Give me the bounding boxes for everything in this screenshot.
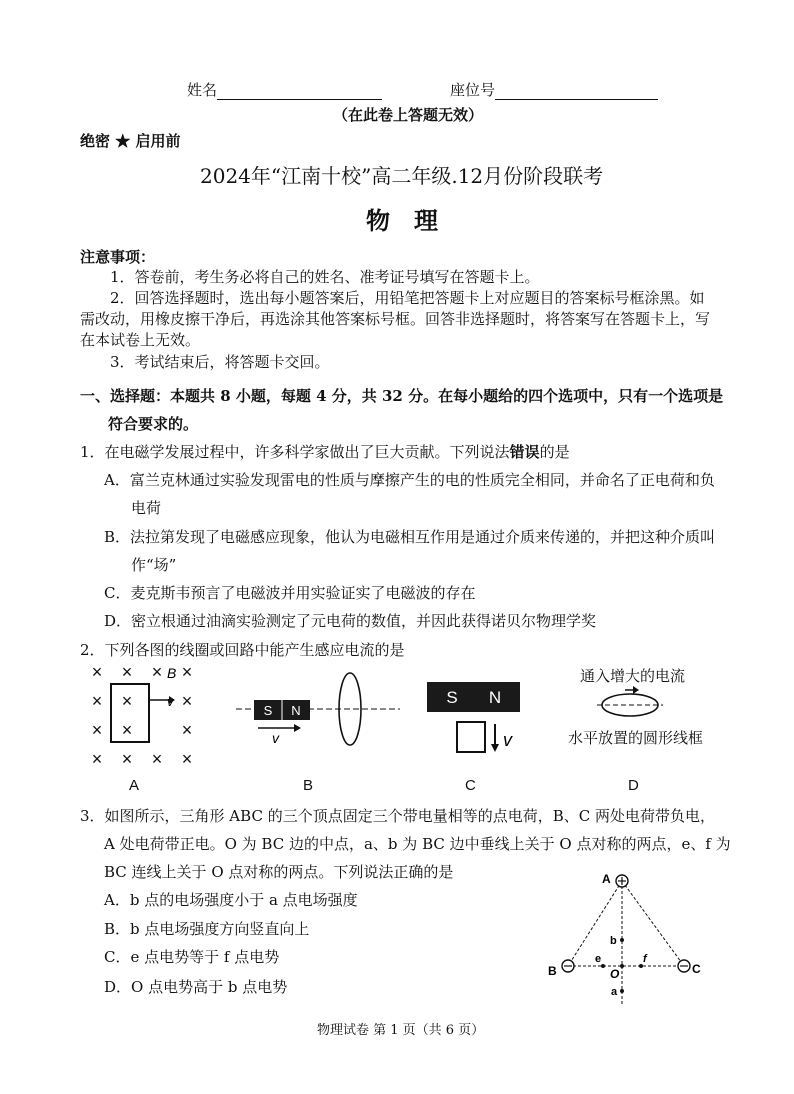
velocity-arrowhead <box>294 724 301 732</box>
subject-title: 物 理 <box>366 206 438 235</box>
seat-blank <box>495 83 658 100</box>
point-o-dot <box>620 964 624 968</box>
point-b-dot <box>620 938 624 942</box>
q1-stem-pre: 1．在电磁学发展过程中，许多科学家做出了巨大贡献。下列说法 <box>80 443 510 461</box>
cross-mark: × <box>181 691 193 711</box>
point-b-label: b <box>610 935 617 947</box>
q2-figure-b <box>232 668 402 758</box>
q1-option-b-line2: 作“场” <box>131 556 177 574</box>
q2-figure-a-label: A <box>129 777 140 794</box>
velocity-label: v <box>503 730 512 750</box>
velocity-label: v <box>167 694 174 709</box>
cross-mark: × <box>151 749 163 769</box>
section1-line1: 一、选择题：本题共 8 小题，每题 4 分，共 32 分。在每小题给的四个选项中，只有一个选项是 <box>80 387 724 405</box>
velocity-arrowhead <box>491 744 499 752</box>
q1-option-d: D．密立根通过油滴实验测定了元电荷的数值，并因此获得诺贝尔物理学奖 <box>104 612 597 630</box>
q3-stem-line3: BC 连线上关于 O 点对称的两点。下列说法正确的是 <box>104 863 454 881</box>
cross-mark: × <box>121 662 133 682</box>
point-o-label: O <box>610 967 620 981</box>
secret-label: 绝密 ★ 启用前 <box>80 132 181 150</box>
square-loop <box>457 722 485 752</box>
section1-line2: 符合要求的。 <box>108 415 199 433</box>
vertex-a-label: A <box>602 872 611 886</box>
q2-figure-d-top-caption: 通入增大的电流 <box>580 667 686 685</box>
q2-figure-d-label: D <box>628 777 639 794</box>
cross-mark: × <box>91 691 103 711</box>
page-footer: 物理试卷 第 1 页（共 6 页） <box>317 1023 485 1038</box>
cross-mark: × <box>91 720 103 740</box>
bar-magnet <box>427 682 520 712</box>
point-e-dot <box>601 964 605 968</box>
notice-item-1: 1．答卷前，考生务必将自己的姓名、准考证号填写在答题卡上。 <box>110 268 540 286</box>
q3-option-d: D．O 点电势高于 b 点电势 <box>104 978 288 996</box>
velocity-label: v <box>272 730 279 746</box>
name-blank <box>217 83 382 100</box>
q2-stem: 2．下列各图的线圈或回路中能产生感应电流的是 <box>80 641 405 659</box>
cross-mark: × <box>91 662 103 682</box>
cross-mark: × <box>121 720 133 740</box>
field-b-label: B <box>167 665 177 681</box>
cross-mark: × <box>121 691 133 711</box>
q1-stem-post: 的是 <box>539 443 570 461</box>
q1-option-a-line2: 电荷 <box>131 499 162 517</box>
q1-option-c: C．麦克斯韦预言了电磁波并用实验证实了电磁波的存在 <box>104 584 476 602</box>
q3-option-b: B．b 点电场强度方向竖直向上 <box>104 920 310 938</box>
seat-label: 座位号 <box>450 81 496 99</box>
point-e-label: e <box>595 953 602 965</box>
q2-figure-c-label: C <box>465 777 476 794</box>
current-arrowhead <box>633 686 639 694</box>
name-field <box>187 80 382 100</box>
vertex-c-label: C <box>692 962 701 976</box>
cross-mark: × <box>121 749 133 769</box>
q2-figure-d-bottom-caption: 水平放置的圆形线框 <box>568 729 704 747</box>
vertex-b-label: B <box>548 964 557 978</box>
name-label: 姓名 <box>187 81 218 99</box>
q1-option-a-line1: A．富兰克林通过实验发现雷电的性质与摩擦产生的电的性质完全相同，并命名了正电荷和负 <box>104 471 715 489</box>
magnet-n-label: N <box>488 688 502 707</box>
q3-stem-line1: 3．如图所示，三角形 ABC 的三个顶点固定三个带电量相等的点电荷，B、C 两处电荷带负电， <box>80 807 715 825</box>
q2-figure-a <box>85 660 205 770</box>
q1-stem <box>80 442 570 462</box>
notice-item-2-line3: 在本试卷上无效。 <box>80 331 201 349</box>
cross-mark: × <box>151 662 163 682</box>
q3-option-a: A．b 点的电场强度小于 a 点电场强度 <box>104 891 358 909</box>
notice-item-3: 3．考试结束后，将答题卡交回。 <box>110 353 330 371</box>
invalid-note: （在此卷上答题无效） <box>333 106 484 124</box>
side-ac <box>622 881 684 966</box>
notice-heading: 注意事项： <box>80 248 156 266</box>
point-f-label: f <box>643 953 647 965</box>
exam-title: 2024年“江南十校”高二年级.12月份阶段联考 <box>200 164 604 188</box>
q3-option-c: C．e 点电势等于 f 点电势 <box>104 948 280 966</box>
seat-field <box>450 80 658 100</box>
q2-figure-d <box>595 686 665 722</box>
q2-figure-b-label: B <box>303 777 314 794</box>
cross-mark: × <box>181 749 193 769</box>
q3-triangle-figure <box>540 865 710 1010</box>
q3-stem-line2: A 处电荷带正电。O 为 BC 边的中点，a、b 为 BC 边中垂线上关于 O 点对称的两点，e、f 为 <box>104 835 731 853</box>
magnet-s-label: S <box>446 688 458 707</box>
point-a-dot <box>620 989 624 993</box>
magnet-n-label: N <box>291 703 301 718</box>
notice-item-2-line2: 需改动，用橡皮擦干净后，再选涂其他答案标号框。回答非选择题时，将答案写在答题卡上，写 <box>80 310 711 328</box>
q1-stem-emphasis: 错误 <box>509 443 540 461</box>
magnet-s-label: S <box>263 703 273 718</box>
point-a-label: a <box>611 986 618 998</box>
q1-option-b-line1: B．法拉第发现了电磁感应现象，他认为电磁相互作用是通过介质来传递的，并把这种介质叫 <box>104 528 716 546</box>
cross-mark: × <box>91 749 103 769</box>
notice-item-2-line1: 2．回答选择题时，选出每小题答案后，用铅笔把答题卡上对应题目的答案标号框涂黑。如 <box>110 289 705 307</box>
q2-figure-c <box>425 680 535 760</box>
cross-mark: × <box>181 720 193 740</box>
cross-mark: × <box>181 662 193 682</box>
